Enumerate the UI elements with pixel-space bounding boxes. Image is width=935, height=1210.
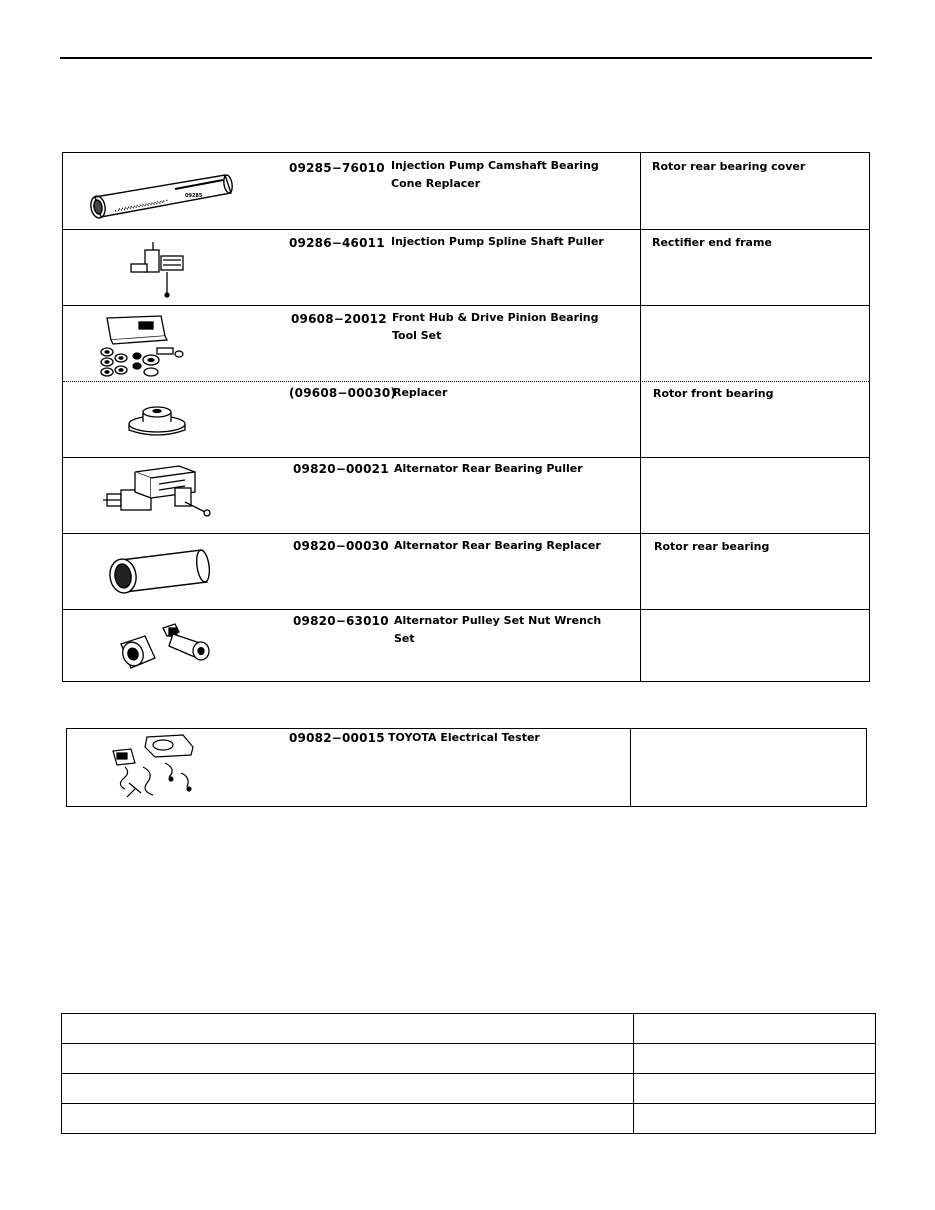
usage-note: Rotor rear bearing	[654, 540, 770, 553]
pulley-nut-wrench-set-illustration	[117, 618, 217, 674]
table-row	[63, 610, 869, 682]
rear-bearing-replacer-illustration	[107, 546, 213, 598]
part-number: 09820−00030	[293, 539, 389, 553]
column-divider	[630, 729, 631, 806]
tool-name: Injection Pump Camshaft Bearing Cone Replacer	[391, 159, 599, 190]
part-number: 09082−00015	[289, 731, 385, 745]
tool-name: Front Hub & Drive Pinion Bearing Tool Set	[392, 311, 599, 342]
table-row	[63, 534, 869, 610]
empty-table	[61, 1013, 876, 1134]
tool-name: Alternator Rear Bearing Puller	[394, 462, 583, 475]
table-row	[63, 382, 869, 458]
camshaft-bearing-cone-replacer-illustration	[85, 171, 239, 223]
part-number: 09608−20012	[291, 312, 387, 326]
tool-name: TOYOTA Electrical Tester	[388, 731, 540, 744]
part-number: 09820−63010	[293, 614, 389, 628]
tool-name: Alternator Pulley Set Nut Wrench Set	[394, 614, 602, 645]
table-row	[63, 306, 869, 382]
rear-bearing-puller-illustration	[99, 464, 217, 526]
usage-note: Rotor front bearing	[653, 387, 774, 400]
equipment-table	[66, 728, 867, 807]
sst-table	[62, 152, 870, 682]
tool-name: Injection Pump Spline Shaft Puller	[391, 235, 604, 248]
table-row	[63, 458, 869, 534]
part-number: 09286−46011	[289, 236, 385, 250]
table-row	[63, 230, 869, 306]
part-number: (09608−00030)	[289, 386, 397, 400]
electrical-tester-illustration	[107, 733, 207, 801]
table-row	[62, 1074, 875, 1104]
tool-name: Replacer	[393, 386, 448, 399]
top-rule	[60, 57, 872, 59]
table-row	[62, 1044, 875, 1074]
table-row	[62, 1104, 875, 1134]
usage-note: Rotor rear bearing cover	[652, 160, 806, 173]
replacer-illustration	[127, 400, 187, 440]
usage-note: Rectifier end frame	[652, 236, 772, 249]
part-number: 09285−76010	[289, 161, 385, 175]
svg-text:09285: 09285	[185, 193, 203, 199]
spline-shaft-puller-illustration	[127, 240, 193, 298]
bearing-tool-set-illustration	[99, 314, 189, 378]
tool-name: Alternator Rear Bearing Replacer	[394, 539, 601, 552]
table-row	[63, 153, 869, 230]
part-number: 09820−00021	[293, 462, 389, 476]
table-row	[62, 1014, 875, 1044]
